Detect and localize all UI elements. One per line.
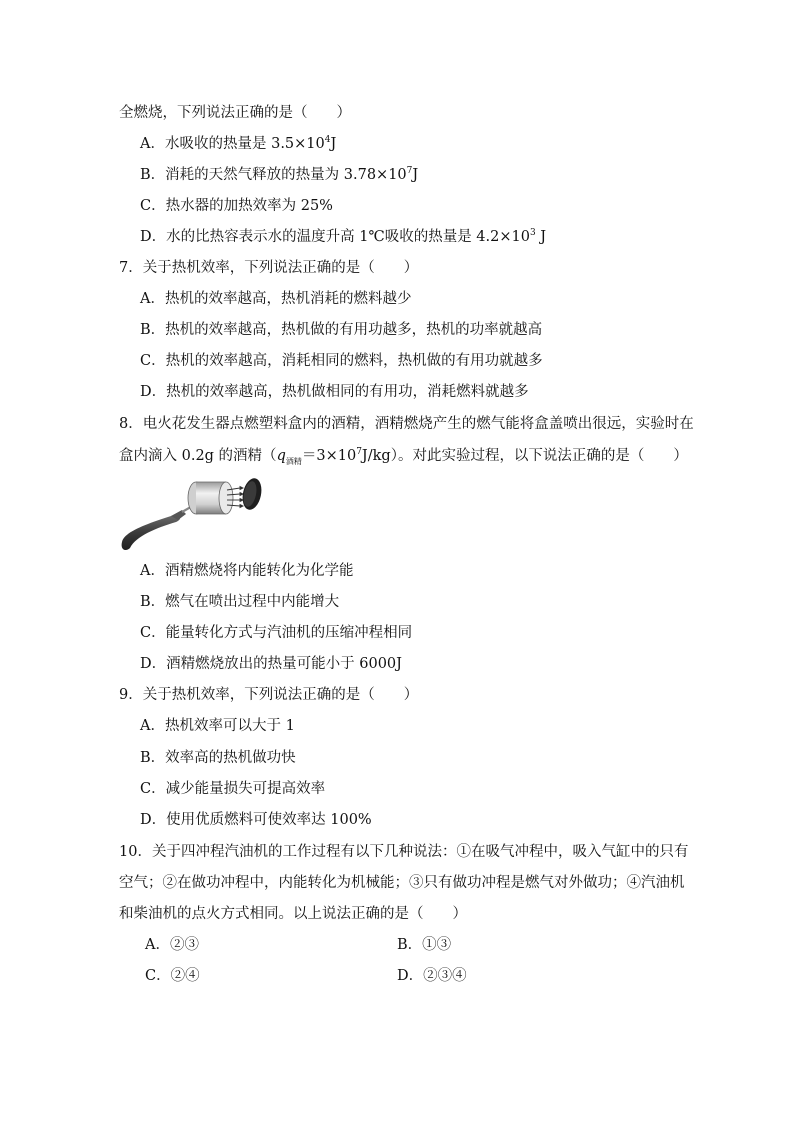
q9-stem: 9．关于热机效率，下列说法正确的是（ ） — [119, 687, 419, 703]
q9-option-c: C．减少能量损失可提高效率 — [140, 781, 326, 797]
q8-stem-line2: 盒内滴入 0.2g 的酒精$(q_{酒精}=3\times 10^7J/kg)$。对此实验过程，以下说法正确的是（ ） — [119, 447, 688, 466]
igniter-handle — [122, 514, 181, 550]
q8-option-d: D．酒精燃烧放出的热量可能小于 6000J — [140, 656, 402, 672]
q10-option-b: B．①③ — [397, 937, 452, 953]
q6-option-b: B．消耗的天然气释放的热量为 $3.78\times 10^7J$ — [140, 166, 419, 183]
q10-stem-line2: 空气；②在做功冲程中，内能转化为机械能；③只有做功冲程是燃气对外做功；④汽油机 — [119, 875, 685, 891]
q7-option-b: B．热机的效率越高，热机做的有用功越多，热机的功率就越高 — [140, 322, 543, 338]
q10-option-c: C．②④ — [145, 968, 200, 984]
q9-option-a: A．热机效率可以大于 1 — [140, 718, 295, 734]
q10-stem-line1: 10．关于四冲程汽油机的工作过程有以下几种说法：①在吸气冲程中，吸入气缸中的只有 — [119, 844, 689, 860]
q7-option-c: C．热机的效率越高，消耗相同的燃料，热机做的有用功就越多 — [140, 353, 543, 369]
q7-option-d: D．热机的效率越高，热机做相同的有用功，消耗燃料就越多 — [140, 384, 529, 400]
spark-generator-figure — [116, 470, 268, 552]
q10-stem-line3: 和柴油机的点火方式相同。以上说法正确的是（ ） — [119, 906, 467, 922]
q8-stem-line1: 8．电火花发生器点燃塑料盒内的酒精，酒精燃烧产生的燃气能将盒盖喷出很远，实验时在 — [119, 416, 694, 432]
q8-option-c: C．能量转化方式与汽油机的压缩冲程相同 — [140, 625, 413, 641]
q6-option-a: A．水吸收的热量是 $3.5\times 10^4J$ — [140, 135, 337, 152]
q8-option-a: A．酒精燃烧将内能转化为化学能 — [140, 563, 354, 579]
q6-option-d: D．水的比热容表示水的温度升高 1℃吸收的热量是 $4.2\times 10^3$ J — [140, 228, 547, 245]
q6-option-c: C．热水器的加热效率为 25% — [140, 198, 333, 214]
q9-option-d: D．使用优质燃料可使效率达 100% — [140, 812, 372, 828]
q10-option-a: A．②③ — [145, 937, 199, 953]
q10-option-d: D．②③④ — [397, 968, 467, 984]
q6-stem-continuation: 全燃烧，下列说法正确的是（ ） — [119, 105, 351, 121]
q8-option-b: B．燃气在喷出过程中内能增大 — [140, 594, 340, 610]
q9-option-b: B．效率高的热机做功快 — [140, 750, 296, 766]
q7-stem: 7．关于热机效率，下列说法正确的是（ ） — [119, 260, 419, 276]
q7-option-a: A．热机的效率越高，热机消耗的燃料越少 — [140, 291, 412, 307]
